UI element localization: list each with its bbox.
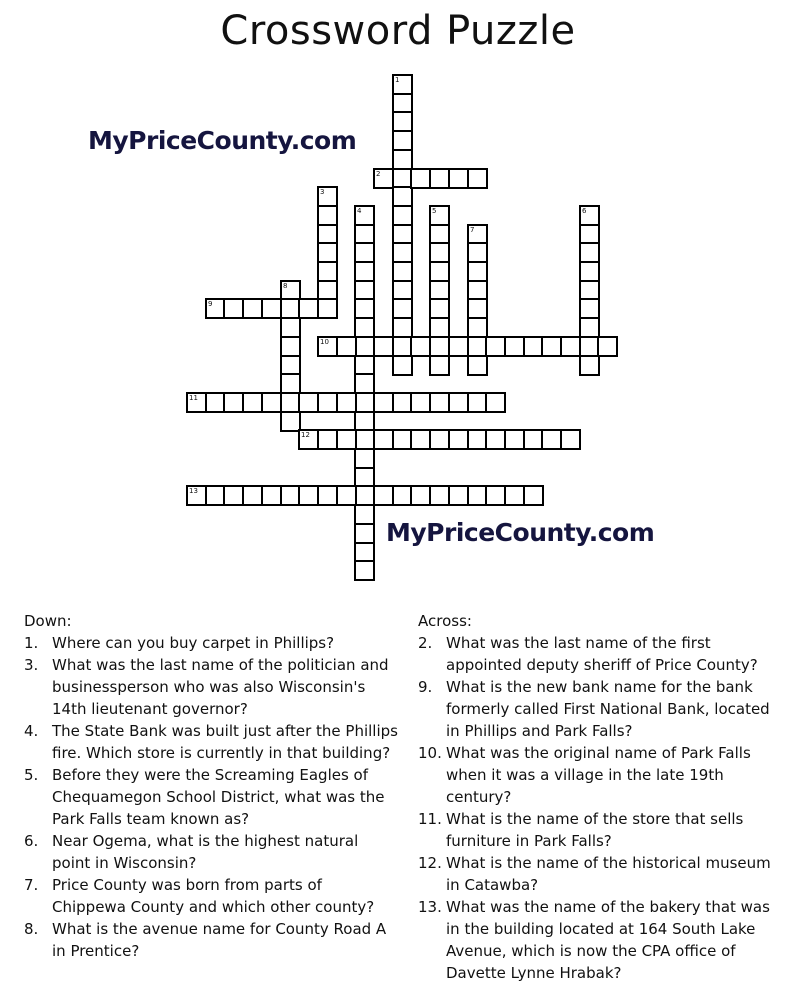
grid-cell[interactable] <box>392 242 413 263</box>
down-clue <box>24 654 399 720</box>
grid-cell[interactable] <box>429 485 450 506</box>
clue-number: 4. <box>24 722 39 740</box>
grid-cell[interactable] <box>523 485 544 506</box>
grid-cell[interactable] <box>354 429 375 450</box>
down-clue <box>24 720 399 764</box>
grid-cell[interactable] <box>448 168 469 189</box>
grid-cell[interactable] <box>504 485 525 506</box>
grid-cell[interactable] <box>485 392 506 413</box>
clue-number: 12 <box>301 431 310 439</box>
grid-cell[interactable] <box>467 168 488 189</box>
grid-cell[interactable] <box>392 261 413 282</box>
grid-cell[interactable] <box>354 485 375 506</box>
grid-cell[interactable] <box>354 205 375 226</box>
grid-cell[interactable] <box>392 317 413 338</box>
grid-cell[interactable] <box>373 429 394 450</box>
grid-cell[interactable] <box>354 317 375 338</box>
down-clue <box>24 830 399 874</box>
grid-cell[interactable] <box>317 261 338 282</box>
grid-cell[interactable] <box>429 336 450 357</box>
grid-cell[interactable] <box>392 149 413 170</box>
grid-cell[interactable] <box>392 186 413 207</box>
across-clue <box>418 808 778 852</box>
grid-cell[interactable] <box>410 429 431 450</box>
grid-cell[interactable] <box>280 373 301 394</box>
grid-cell[interactable] <box>317 242 338 263</box>
grid-cell[interactable] <box>354 523 375 544</box>
grid-cell[interactable] <box>261 485 282 506</box>
down-clue <box>24 632 399 654</box>
clue-text: What was the last name of the first appointed deputy sheriff of Price County? <box>446 634 758 674</box>
clue-number: 2. <box>418 634 433 652</box>
clue-number: 11 <box>189 394 198 402</box>
grid-cell[interactable] <box>597 336 618 357</box>
clue-number: 1 <box>395 76 400 84</box>
clue-number: 11. <box>418 810 442 828</box>
down-clue <box>24 764 399 830</box>
across-clue <box>418 676 778 742</box>
grid-cell[interactable] <box>354 242 375 263</box>
grid-cell[interactable] <box>242 392 263 413</box>
grid-cell[interactable] <box>242 298 263 319</box>
grid-cell[interactable] <box>354 504 375 525</box>
grid-cell[interactable] <box>579 355 600 376</box>
grid-cell[interactable] <box>373 168 394 189</box>
grid-cell[interactable] <box>392 205 413 226</box>
grid-cell[interactable] <box>298 485 319 506</box>
grid-cell[interactable] <box>298 392 319 413</box>
grid-cell[interactable] <box>261 392 282 413</box>
clue-text: What was the last name of the politician and businessperson who was also Wisconsin's 14th lieutenant governor? <box>52 656 389 718</box>
across-clue <box>418 852 778 896</box>
grid-cell[interactable] <box>373 392 394 413</box>
grid-cell[interactable] <box>448 392 469 413</box>
grid-cell[interactable] <box>429 392 450 413</box>
grid-cell[interactable] <box>336 336 357 357</box>
clue-number: 5. <box>24 766 39 784</box>
grid-cell[interactable] <box>467 355 488 376</box>
grid-cell[interactable] <box>298 429 319 450</box>
clue-number: 6 <box>582 207 587 215</box>
grid-cell[interactable] <box>429 242 450 263</box>
across-clue <box>418 742 778 808</box>
grid-cell[interactable] <box>392 298 413 319</box>
clue-number: 7. <box>24 876 39 894</box>
grid-cell[interactable] <box>485 485 506 506</box>
grid-cell[interactable] <box>223 298 244 319</box>
grid-cell[interactable] <box>317 186 338 207</box>
grid-cell[interactable] <box>579 298 600 319</box>
grid-cell[interactable] <box>354 560 375 581</box>
grid-cell[interactable] <box>579 261 600 282</box>
grid-cell[interactable] <box>317 205 338 226</box>
grid-cell[interactable] <box>467 298 488 319</box>
grid-cell[interactable] <box>485 336 506 357</box>
page-title: Crossword Puzzle <box>220 8 576 54</box>
grid-cell[interactable] <box>485 429 506 450</box>
grid-cell[interactable] <box>186 392 207 413</box>
grid-cell[interactable] <box>280 317 301 338</box>
grid-cell[interactable] <box>392 111 413 132</box>
clue-text: Before they were the Screaming Eagles of Chequamegon School District, what was the Park Falls team known as? <box>52 766 385 828</box>
grid-cell[interactable] <box>354 392 375 413</box>
grid-cell[interactable] <box>504 429 525 450</box>
clue-number: 5 <box>432 207 437 215</box>
grid-cell[interactable] <box>223 485 244 506</box>
grid-cell[interactable] <box>354 373 375 394</box>
clue-text: Near Ogema, what is the highest natural point in Wisconsin? <box>52 832 359 872</box>
watermark-logo: MyPriceCounty.com <box>88 126 357 155</box>
watermark-logo: MyPriceCounty.com <box>386 518 655 547</box>
grid-cell[interactable] <box>373 485 394 506</box>
grid-cell[interactable] <box>298 298 319 319</box>
grid-cell[interactable] <box>579 242 600 263</box>
clue-number: 2 <box>376 170 381 178</box>
grid-cell[interactable] <box>429 317 450 338</box>
clue-number: 13. <box>418 898 442 916</box>
grid-cell[interactable] <box>560 336 581 357</box>
grid-cell[interactable] <box>448 485 469 506</box>
down-clue-list <box>24 632 399 962</box>
grid-cell[interactable] <box>392 355 413 376</box>
grid-cell[interactable] <box>317 336 338 357</box>
grid-cell[interactable] <box>467 317 488 338</box>
grid-cell[interactable] <box>410 336 431 357</box>
grid-cell[interactable] <box>354 298 375 319</box>
clue-text: What was the original name of Park Falls when it was a village in the late 19th century? <box>446 744 751 806</box>
clue-number: 10. <box>418 744 442 762</box>
grid-cell[interactable] <box>336 392 357 413</box>
grid-cell[interactable] <box>410 168 431 189</box>
across-clues <box>418 610 778 984</box>
across-heading: Across: <box>418 612 472 630</box>
grid-cell[interactable] <box>504 336 525 357</box>
clue-number: 8 <box>283 282 288 290</box>
grid-cell[interactable] <box>410 485 431 506</box>
across-clue <box>418 632 778 676</box>
clue-text: The State Bank was built just after the Phillips fire. Which store is currently in that building? <box>52 722 398 762</box>
grid-cell[interactable] <box>541 336 562 357</box>
clue-text: What was the name of the bakery that was in the building located at 164 South Lake Avenue, which is now the CPA office of Davette Lynne Hrabak? <box>446 898 770 982</box>
across-clue <box>418 896 778 984</box>
clue-text: Price County was born from parts of Chippewa County and which other county? <box>52 876 375 916</box>
grid-cell[interactable] <box>429 298 450 319</box>
grid-cell[interactable] <box>354 261 375 282</box>
clue-text: What is the name of the store that sells furniture in Park Falls? <box>446 810 744 850</box>
grid-cell[interactable] <box>541 429 562 450</box>
grid-cell[interactable] <box>429 168 450 189</box>
clue-number: 6. <box>24 832 39 850</box>
grid-cell[interactable] <box>280 336 301 357</box>
grid-cell[interactable] <box>261 298 282 319</box>
grid-cell[interactable] <box>336 429 357 450</box>
grid-cell[interactable] <box>392 74 413 95</box>
grid-cell[interactable] <box>429 429 450 450</box>
grid-cell[interactable] <box>448 336 469 357</box>
grid-cell[interactable] <box>429 261 450 282</box>
grid-cell[interactable] <box>579 317 600 338</box>
down-heading: Down: <box>24 612 72 630</box>
clue-number: 9. <box>418 678 433 696</box>
clue-text: What is the new bank name for the bank formerly called First National Bank, located in Phillips and Park Falls? <box>446 678 770 740</box>
grid-cell[interactable] <box>317 392 338 413</box>
down-clue <box>24 918 399 962</box>
grid-cell[interactable] <box>336 485 357 506</box>
grid-cell[interactable] <box>467 261 488 282</box>
grid-cell[interactable] <box>354 448 375 469</box>
grid-cell[interactable] <box>560 429 581 450</box>
down-clue <box>24 874 399 918</box>
grid-cell[interactable] <box>429 205 450 226</box>
grid-cell[interactable] <box>392 130 413 151</box>
grid-cell[interactable] <box>354 336 375 357</box>
clue-number: 4 <box>357 207 362 215</box>
clue-number: 3 <box>320 188 325 196</box>
clue-number: 7 <box>470 226 475 234</box>
grid-cell[interactable] <box>223 392 244 413</box>
clue-number: 8. <box>24 920 39 938</box>
clue-number: 9 <box>208 300 213 308</box>
grid-cell[interactable] <box>373 336 394 357</box>
grid-cell[interactable] <box>317 429 338 450</box>
clue-number: 13 <box>189 487 198 495</box>
grid-cell[interactable] <box>317 298 338 319</box>
down-clues <box>24 610 399 962</box>
clue-text: Where can you buy carpet in Phillips? <box>52 634 335 652</box>
clue-number: 10 <box>320 338 329 346</box>
grid-cell[interactable] <box>448 429 469 450</box>
grid-cell[interactable] <box>242 485 263 506</box>
grid-cell[interactable] <box>429 355 450 376</box>
clue-number: 12. <box>418 854 442 872</box>
grid-cell[interactable] <box>317 485 338 506</box>
grid-cell[interactable] <box>186 485 207 506</box>
grid-cell[interactable] <box>467 242 488 263</box>
clue-text: What is the name of the historical museum in Catawba? <box>446 854 771 894</box>
grid-cell[interactable] <box>579 205 600 226</box>
grid-cell[interactable] <box>410 392 431 413</box>
clue-text: What is the avenue name for County Road A in Prentice? <box>52 920 387 960</box>
clue-number: 1. <box>24 634 39 652</box>
clue-number: 3. <box>24 656 39 674</box>
across-clue-list <box>418 632 778 984</box>
